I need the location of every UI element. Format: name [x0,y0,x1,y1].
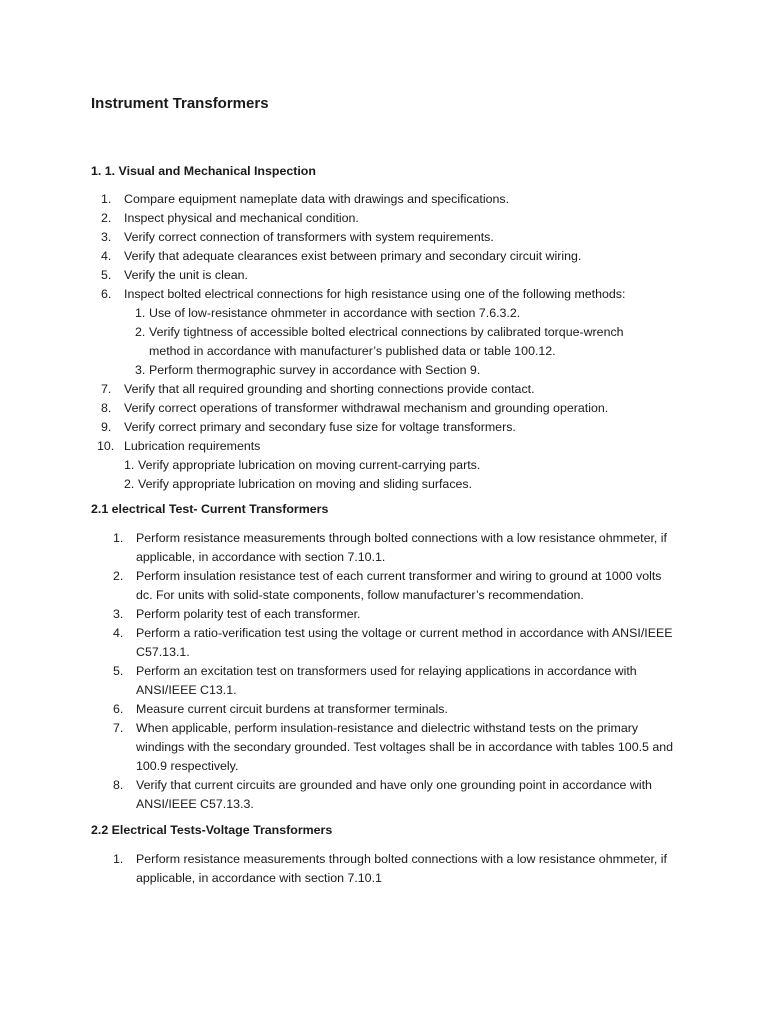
list-item [101,380,661,399]
item-text: Perform insulation resistance test of each current transformer and wiring to ground at 1000 volts dc. For units with solid-state components, follow manufacturer’s recommendation. [136,569,662,602]
section-heading-current-transformers: 2.1 electrical Test- Current Transformers [91,502,329,516]
item-number: 8. [113,778,124,792]
item-number: 5. [113,664,124,678]
list-item [101,247,661,266]
sublist-item [135,304,655,323]
list-item [113,776,678,814]
item-text: When applicable, perform insulation-resistance and dielectric withstand tests on the primary windings with the secondary grounded. Test voltages shall be in accordance with tables 100.5 and 100.9 respectively. [136,721,674,773]
item-number: 3. [101,230,112,244]
current-transformer-tests-list [113,529,678,814]
item-text: Use of low-resistance ohmmeter in accordance with section 7.6.3.2. [149,306,521,320]
item-number: 10. [97,439,115,453]
item-number: 6. [113,702,124,716]
list-item [113,529,678,567]
item-text: Perform resistance measurements through bolted connections with a low resistance ohmmeter, if applicable, in accordance with section 7.10.1 [136,852,667,885]
item-number: 1. [124,458,135,472]
list-item [101,285,661,380]
sublist-item [135,361,655,380]
list-item [101,190,661,209]
item-text: Verify appropriate lubrication on moving and sliding surfaces. [138,477,473,491]
item-number: 6. [101,287,112,301]
item-number: 9. [101,420,112,434]
item-text: Measure current circuit burdens at transformer terminals. [136,702,448,716]
list-item [113,567,678,605]
list-item [101,209,661,228]
item-text: Inspect bolted electrical connections for high resistance using one of the following methods: [124,287,626,301]
item-number: 1. [101,192,112,206]
item-number: 2. [113,569,124,583]
list-item [101,399,661,418]
item-number: 2. [124,477,135,491]
list-item [113,719,678,776]
item-number: 3. [135,363,146,377]
sublist-item [135,323,655,361]
list-item [101,266,661,285]
item-text: Verify appropriate lubrication on moving current-carrying parts. [138,458,481,472]
item-text: Verify the unit is clean. [124,268,248,282]
item-number: 7. [113,721,124,735]
section-heading-voltage-transformers: 2.2 Electrical Tests-Voltage Transformers [91,823,333,837]
list-item [113,850,678,888]
sublist-item [124,475,644,494]
item-number: 5. [101,268,112,282]
item-number: 1. [113,531,124,545]
visual-inspection-list [97,190,661,494]
item-text: Perform polarity test of each transformer. [136,607,361,621]
item-text: Verify that current circuits are grounded and have only one grounding point in accordance with ANSI/IEEE C57.13.3. [136,778,652,811]
item-number: 8. [101,401,112,415]
item-text: Verify that all required grounding and shorting connections provide contact. [124,382,535,396]
item-text: Verify correct connection of transformers with system requirements. [124,230,494,244]
section-heading-visual-mechanical: 1. 1. Visual and Mechanical Inspection [91,164,316,178]
item-text: Perform an excitation test on transformers used for relaying applications in accordance with ANSI/IEEE C13.1. [136,664,637,697]
item-number: 3. [113,607,124,621]
voltage-transformer-tests-list [113,850,678,888]
document-title: Instrument Transformers [91,95,269,112]
list-item [113,624,678,662]
list-item [113,700,678,719]
list-item [101,418,661,437]
item-text: Verify that adequate clearances exist between primary and secondary circuit wiring. [124,249,582,263]
item-number: 2. [101,211,112,225]
item-text: Inspect physical and mechanical condition. [124,211,359,225]
list-item [113,662,678,700]
item-text: Compare equipment nameplate data with drawings and specifications. [124,192,510,206]
sublist-item [124,456,644,475]
connection-methods-sublist [135,304,655,380]
item-text: Perform resistance measurements through bolted connections with a low resistance ohmmeter, if applicable, in accordance with section 7.10.1. [136,531,667,564]
item-text: Verify tightness of accessible bolted electrical connections by calibrated torque-wrench method in accordance with manufacturer’s published data or table 100.12. [149,325,624,358]
item-text: Verify correct primary and secondary fuse size for voltage transformers. [124,420,516,434]
list-item [113,605,678,624]
item-number: 1. [113,852,124,866]
item-number: 4. [101,249,112,263]
list-item [101,228,661,247]
item-number: 2. [135,325,146,339]
item-number: 1. [135,306,146,320]
item-number: 7. [101,382,112,396]
list-item [97,437,661,494]
item-text: Lubrication requirements [124,439,261,453]
item-text: Perform a ratio-verification test using the voltage or current method in accordance with ANSI/IEEE C57.13.1. [136,626,673,659]
item-text: Perform thermographic survey in accordance with Section 9. [149,363,481,377]
item-number: 4. [113,626,124,640]
item-text: Verify correct operations of transformer withdrawal mechanism and grounding operation. [124,401,609,415]
lubrication-sublist [124,456,644,494]
